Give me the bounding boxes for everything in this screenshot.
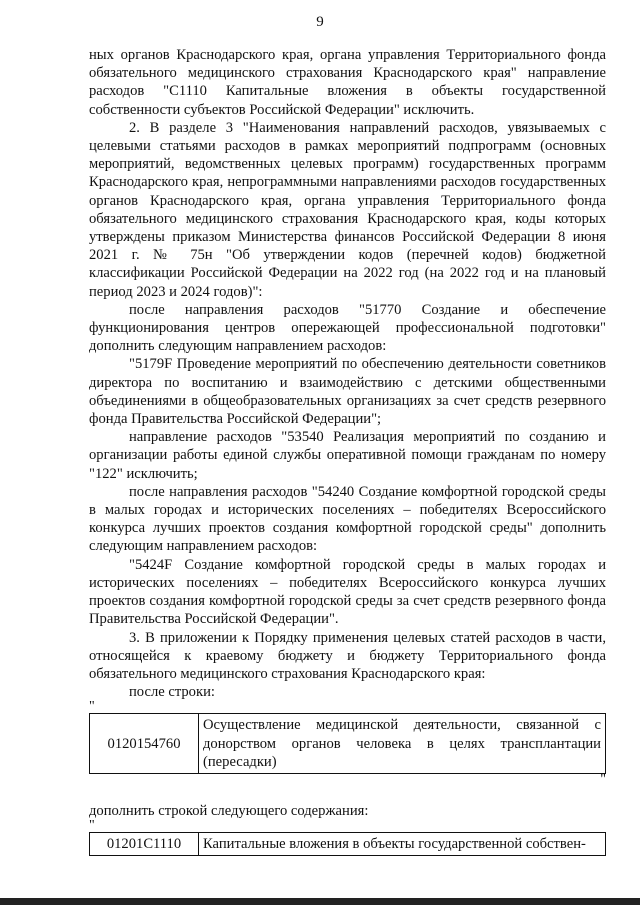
paragraph: "5179F Проведение мероприятий по обеспечению деятельности советников директора по воспитанию и взаимодействию с детскими общественными объединениями в общеобразовательных организациях за счет средств резервного фонда Правительства Российской Федерации"; [89, 356, 606, 428]
budget-code-table [89, 713, 606, 774]
paragraph: после направления расходов "54240 Создание комфортной городской среды в малых городах и исторических поселениях – победителях Всероссийского конкурса лучших проектов создания комфортной городской среды" дополнить следующим направлением расходов: [89, 483, 606, 555]
budget-code-table-new [89, 832, 606, 856]
table-cell-code: 0120154760 [90, 714, 199, 774]
table-row [90, 833, 606, 856]
opening-quote: " [89, 818, 95, 834]
table-cell-description: Капитальные вложения в объекты государственной собствен- [199, 833, 606, 856]
scan-edge [0, 898, 640, 905]
paragraph: после строки: [129, 684, 215, 701]
paragraph: после направления расходов "51770 Создание и обеспечение функционирования центров опережающей профессиональной подготовки" дополнить следующим направлением расходов: [89, 301, 606, 355]
closing-quote: " [600, 771, 606, 787]
paragraph: ных органов Краснодарского края, органа управления Территориального фонда обязательного медицинского страхования Краснодарского края" направление расходов "С1110 Капитальные вложения в объекты государственной собственности субъектов Российской Федерации" исключить. [89, 47, 606, 118]
add-line-text: дополнить строкой следующего содержания: [89, 802, 369, 819]
table-cell-code: 01201C1110 [90, 833, 199, 856]
paragraph: 3. В приложении к Порядку применения целевых статей расходов в части, относящейся к краевому бюджету и бюджету Территориального фонда обязательного медицинского страхования Краснодарского края: [89, 629, 606, 682]
page-number: 9 [316, 14, 324, 30]
document-body [89, 46, 606, 856]
paragraph: направление расходов "53540 Реализация мероприятий по созданию и организации работы единой службы оперативной помощи гражданам по номеру "122" исключить; [89, 429, 606, 482]
table-cell-description: Осуществление медицинской деятельности, связанной с донорством органов человека в целях трансплантации (пересадки) [199, 714, 606, 774]
table-row [90, 714, 606, 774]
opening-quote: " [89, 699, 95, 715]
paragraph: "5424F Создание комфортной городской среды в малых городах и исторических поселениях – победителях Всероссийского конкурса лучших проектов создания комфортной городской среды за счет средств резервного фонда Правительства Российской Федерации". [89, 556, 606, 628]
paragraph: 2. В разделе 3 "Наименования направлений расходов, увязываемых с целевыми статьями расходов в рамках мероприятий подпрограмм (основных мероприятий, ведомственных целевых программ) государственных программ Краснодарского края, непрограммными направлениями расходов государственных органов Краснодарского края, органа управления Территориального фонда обязательного медицинского страхования Краснодарского края, коды которых утверждены приказом Министерства финансов Российской Федерации 8 июня 2021 г. № 75н "Об утверждении кодов (перечней кодов) бюджетной классификации Российской Федерации на 2022 год (на 2022 год и на плановый период 2023 и 2024 годов)": [89, 119, 606, 300]
